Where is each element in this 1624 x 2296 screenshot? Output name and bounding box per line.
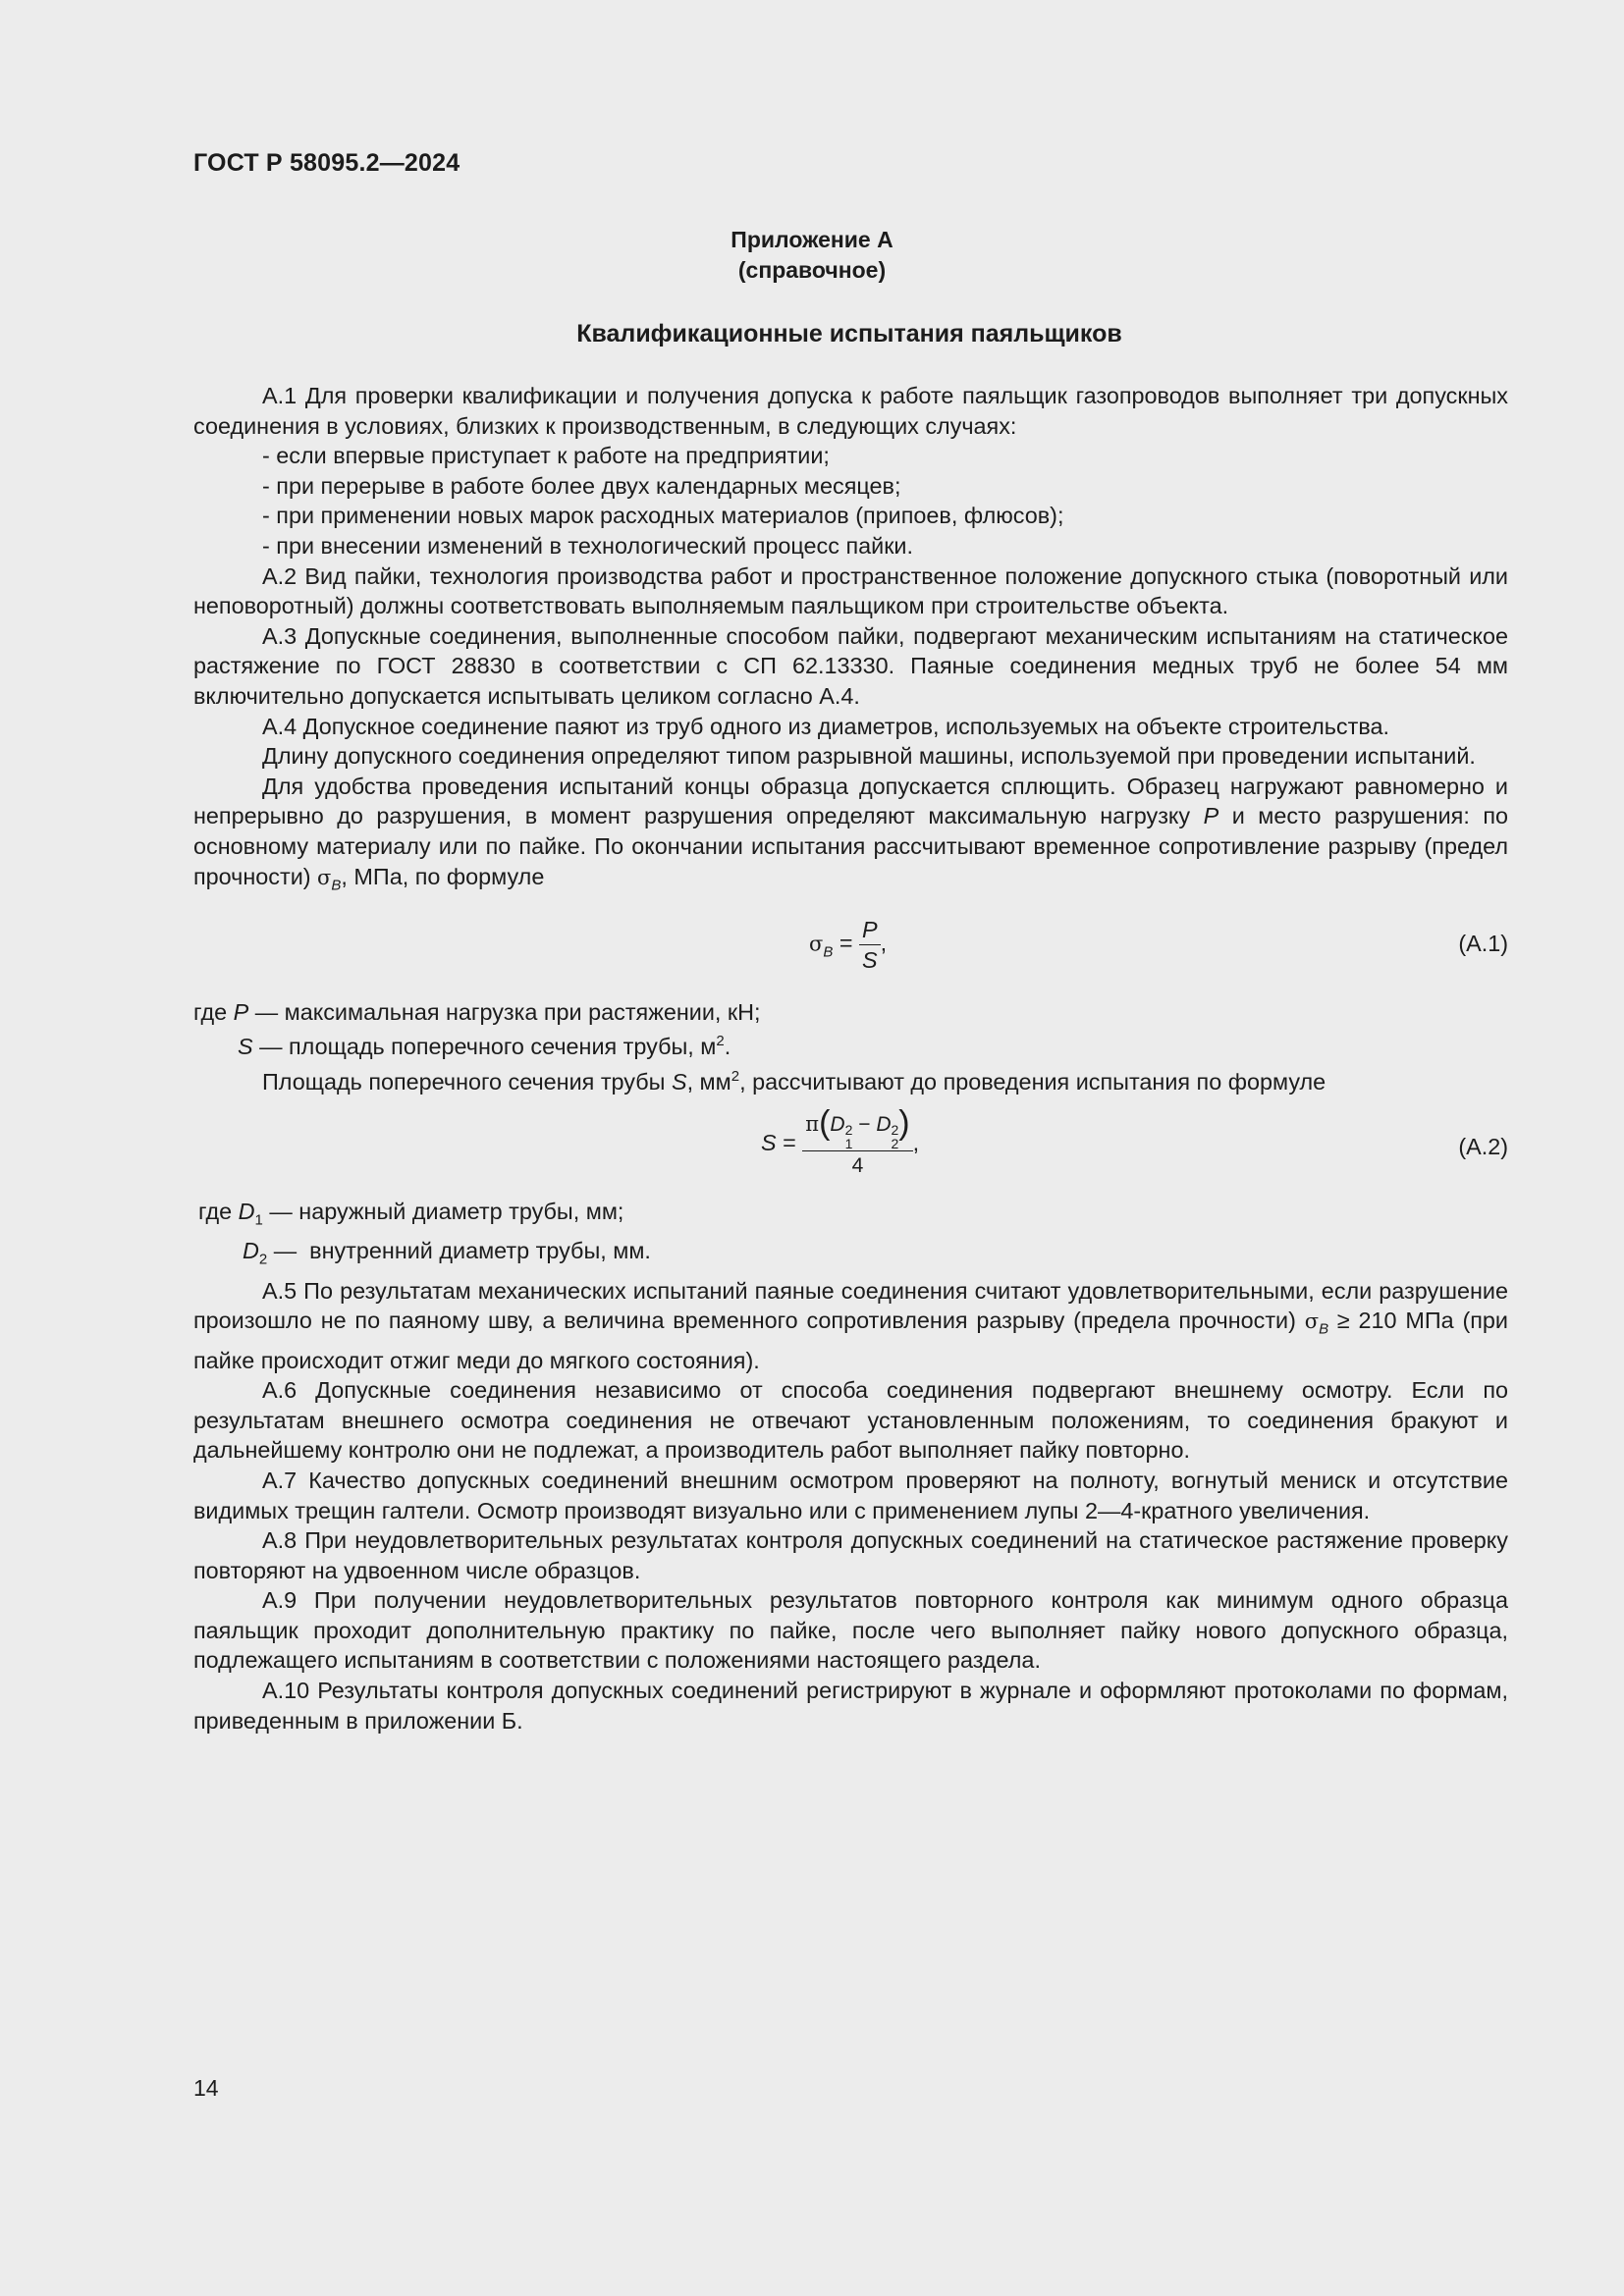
fraction: π(D 2 1 − D 2 2 ) 4 [802,1108,912,1181]
paragraph-a6: А.6 Допускные соединения независимо от способа соединения подвергают внешнему осмотру. Если по результатам внешнего осмотра соединения не отвечают установленным положениям, то соединения бракуют и дальнейшему контролю они не подлежат, а производитель работ выполняет пайку повторно. [193,1377,1508,1464]
symbol-sub: B [823,943,834,961]
symbol-sigma: σ [1304,1309,1320,1334]
text-span: ≥ 210 МПа (при пайке происходит отжиг меди до мягкого состояния). [193,1308,1508,1373]
symbol-sigma: σ [809,932,824,956]
equals-sign: = [776,1130,796,1156]
formula-comma: , [912,1130,920,1156]
text-span: . [724,1034,731,1060]
fraction-denominator: S [862,946,878,973]
formula-a2 [193,1104,1508,1189]
formula-a1 [193,915,1508,989]
page-number: 14 [193,2075,219,2101]
paragraph-a9: А.9 При получении неудовлетворительных результатов повторного контроля как минимум одного образца паяльщик проходит дополнительную практику по пайке, после чего выполняет пайку нового допускного образца, подлежащего испытаниям в соответствии с положениями настоящего раздела. [193,1587,1508,1674]
symbol-d1: D [238,1199,255,1225]
text-span: и место разрушения: по основному материалу или по пайке. По окончании испытания рассчитывают временное сопротивление разрыву (предел прочности) [193,803,1508,889]
dash: — [259,1034,283,1060]
text-span: , мм [686,1068,731,1095]
where-lead: где [198,1199,233,1225]
text-span: , МПа, по формуле [341,863,545,889]
list-item: - при применении новых марок расходных материалов (припоев, флюсов); [262,503,1064,529]
where-p [193,997,1508,1028]
minus-sign: − [852,1113,877,1137]
where-lead: где [193,998,228,1025]
superscript: 2 [891,1122,899,1139]
list-item: - при перерыве в работе более двух календарных месяцев; [262,472,901,499]
symbol-d2: D [243,1238,259,1264]
text-span: , рассчитывают до проведения испытания по формуле [739,1068,1326,1095]
fraction-denominator: 4 [851,1154,864,1178]
fraction-numerator: P [862,916,878,942]
paragraph-a2: А.2 Вид пайки, технология производства работ и пространственное положение допускного стыка (поворотный или неповоротный) должны соответствовать выполняемым паяльщиком при строительстве объекта. [193,562,1508,619]
paragraph-a4-test [193,772,1508,901]
paragraph-a4-length: Длину допускного соединения определяют типом разрывной машины, используемой при проведении испытаний. [262,743,1476,770]
symbol-sigma: σ [317,865,332,889]
dash: — [273,1238,298,1264]
subscript: 2 [258,1252,268,1269]
superscript: 2 [731,1067,740,1085]
definition-text: наружный диаметр трубы, мм; [298,1199,624,1225]
where-d2 [193,1236,1508,1275]
dash: — [254,998,279,1025]
list-item: - если впервые приступает к работе на предприятии; [262,443,830,469]
formula-number: (А.2) [1458,1134,1508,1160]
text-span: А.5 По результатам механических испытаний паяные соединения считают удовлетворительными, если разрушение произошло не по паяному шву, а величина временного сопротивления разрыву (предела прочности) [193,1277,1508,1334]
definition-text: внутренний диаметр трубы, мм. [309,1238,651,1264]
document-body [193,381,1508,1735]
symbol-d1: D [830,1113,845,1137]
appendix-label: Приложение А [731,227,893,252]
paragraph-a4: А.4 Допускное соединение паяют из труб одного из диаметров, используемых на объекте строительства. [262,713,1390,739]
paragraph-area [193,1062,1508,1096]
symbol-s: S [238,1034,253,1060]
symbol-p: P [1203,803,1219,829]
document-code: ГОСТ Р 58095.2—2024 [193,149,460,177]
text-span: Для удобства проведения испытаний концы образца допускается сплющить. Образец нагружают равномерно и непрерывно до разрушения, в момент разрушения определяют максимальную нагрузку [193,773,1508,829]
text-span: Площадь поперечного сечения трубы [262,1068,672,1095]
subscript: 1 [844,1136,853,1152]
symbol-sub: B [1319,1320,1329,1338]
symbol-p: P [233,998,249,1025]
paragraph-a7: А.7 Качество допускных соединений внешним осмотром проверяют на полноту, вогнутый мениск и отсутствие видимых трещин галтели. Осмотр производят визуально или с применением лупы 2—4-кратного увеличения. [193,1467,1508,1523]
section-title: Квалификационные испытания паяльщиков [576,320,1122,347]
paragraph-a1: А.1 Для проверки квалификации и получения допуска к работе паяльщик газопроводов выполняет три допускных соединения в условиях, близких к производственным, в следующих случаях: [193,383,1508,439]
appendix-kind: (справочное) [737,257,887,283]
paragraph-a3: А.3 Допускные соединения, выполненные способом пайки, подвергают механическим испытаниям на статическое растяжение по ГОСТ 28830 в соответствии с СП 62.13330. Паяные соединения медных труб не более 54 мм включительно допускается испытывать целиком согласно А.4. [193,622,1508,709]
definition-text: максимальная нагрузка при растяжении, кН; [284,998,761,1025]
paragraph-a10: А.10 Результаты контроля допускных соединений регистрируют в журнале и оформляют протоколами по формам, приведенным в приложении Б. [193,1678,1508,1734]
definition-text: площадь поперечного сечения трубы, м [289,1034,717,1060]
equals-sign: = [833,930,853,956]
paragraph-a5 [193,1276,1508,1375]
fraction [859,915,881,975]
symbol-d2: D [876,1113,892,1137]
where-s [193,1027,1508,1061]
symbol-pi: π [805,1112,820,1137]
paragraph-a8: А.8 При неудовлетворительных результатах контроля допускных соединений на статическое растяжение проверку повторяют на удвоенном числе образцов. [193,1527,1508,1583]
superscript: 2 [844,1122,853,1139]
list-item: - при внесении изменений в технологический процесс пайки. [262,532,913,559]
symbol-s: S [671,1068,687,1095]
where-d1 [193,1197,1508,1236]
formula-comma: , [880,930,888,956]
symbol-sub: B [331,877,342,894]
symbol-s: S [761,1130,777,1156]
subscript: 2 [891,1136,899,1152]
subscript: 1 [254,1211,263,1229]
dash: — [269,1199,293,1225]
formula-number: (А.1) [1458,930,1508,956]
superscript: 2 [716,1033,725,1050]
